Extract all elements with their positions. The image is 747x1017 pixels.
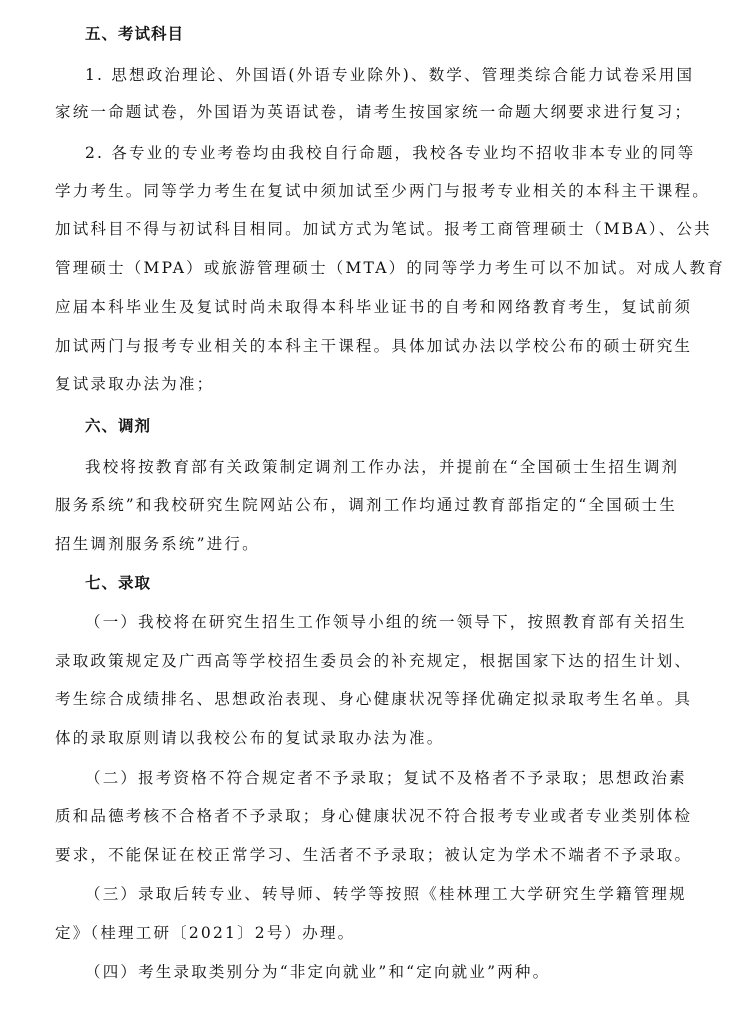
paragraph-line: 体的录取原则请以我校公布的复试录取办法为准。 xyxy=(55,729,445,747)
paragraph-line: 考生综合成绩排名、思想政治表现、身心健康状况等择优确定拟录取考生名单。具 xyxy=(55,690,693,708)
paragraph-line: 管理硕士（MPA）或旅游管理硕士（MTA）的同等学力考生可以不加试。对成人教育 xyxy=(55,259,725,277)
paragraph-line: 学力考生。同等学力考生在复试中须加试至少两门与报考专业相关的本科主干课程。 xyxy=(55,182,710,200)
paragraph-line: 服务系统”和我校研究生院网站公布，调剂工作均通过教育部指定的“全国硕士生 xyxy=(55,496,678,514)
paragraph-line: 家统一命题试卷，外国语为英语试卷，请考生按国家统一命题大纲要求进行复习； xyxy=(55,103,693,121)
paragraph-line: 要求，不能保证在校正常学习、生活者不予录取；被认定为学术不端者不予录取。 xyxy=(55,846,693,864)
paragraph-line: （三）录取后转专业、转导师、转学等按照《桂林理工大学研究生学籍管理规 xyxy=(85,885,687,903)
paragraph-line: （四）考生录取类别分为“非定向就业”和“定向就业”两种。 xyxy=(85,963,551,981)
paragraph-line: （一）我校将在研究生招生工作领导小组的统一领导下，按照教育部有关招生 xyxy=(85,613,687,631)
paragraph-line: 招生调剂服务系统”进行。 xyxy=(55,535,260,553)
paragraph-line: 加试两门与报考专业相关的本科主干课程。具体加试办法以学校公布的硕士研究生 xyxy=(55,337,693,355)
paragraph-line: 录取政策规定及广西高等学校招生委员会的补充规定，根据国家下达的招生计划、 xyxy=(55,652,693,670)
paragraph-line: 复试录取办法为准； xyxy=(55,375,215,393)
paragraph-line: 定》（桂理工研〔2021〕2号）办理。 xyxy=(55,924,356,942)
section-heading-admission: 七、录取 xyxy=(85,574,152,592)
paragraph-line: 加试科目不得与初试科目相同。加试方式为笔试。报考工商管理硕士（MBA）、公共 xyxy=(55,220,712,238)
paragraph-line: 2. 各专业的专业考卷均由我校自行命题，我校各专业均不招收非本专业的同等 xyxy=(85,144,696,162)
paragraph-line: 质和品德考核不合格者不予录取；身心健康状况不符合报考专业或者专业类别体检 xyxy=(55,807,693,825)
paragraph-line: 应届本科毕业生及复试时尚未取得本科毕业证书的自考和网络教育考生，复试前须 xyxy=(55,298,693,316)
section-heading-adjustment: 六、调剂 xyxy=(85,417,152,435)
paragraph-line: （二）报考资格不符合规定者不予录取；复试不及格者不予录取；思想政治素 xyxy=(85,769,687,787)
section-heading-exam-subjects: 五、考试科目 xyxy=(85,25,185,43)
paragraph-line: 我校将按教育部有关政策制定调剂工作办法，并提前在“全国硕士生招生调剂 xyxy=(85,458,680,476)
paragraph-line: 1. 思想政治理论、外国语(外语专业除外)、数学、管理类综合能力试卷采用国 xyxy=(85,66,695,84)
